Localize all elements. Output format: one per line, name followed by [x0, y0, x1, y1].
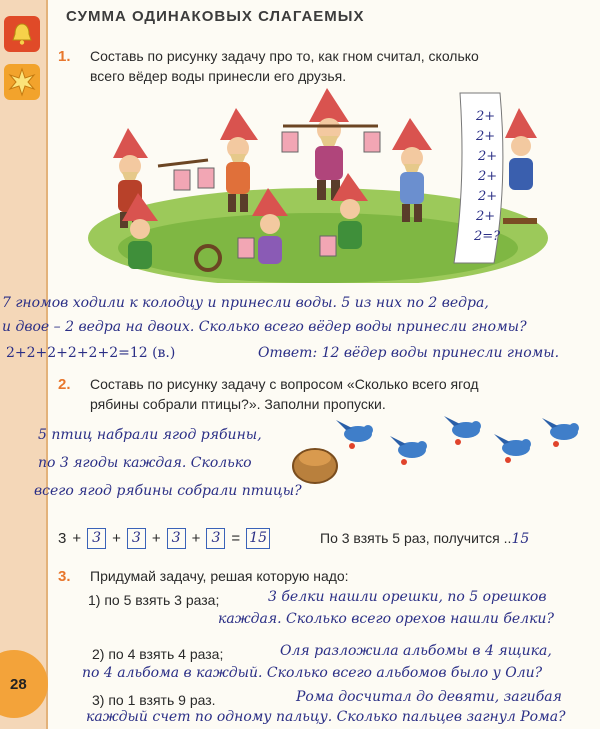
- task3-item3-label: 3) по 1 взять 9 раз.: [92, 692, 216, 708]
- scroll-digit: 2+: [478, 149, 498, 164]
- bell-icon: [4, 16, 40, 52]
- task3-item1-label: 1) по 5 взять 3 раза;: [88, 592, 220, 608]
- page-number: 28: [10, 676, 27, 693]
- gnomes-illustration: [88, 88, 548, 283]
- result-dots: ..: [503, 530, 512, 546]
- task3-item2-hand2: по 4 альбома в каждый. Сколько всего альбомов было у Оли?: [82, 665, 543, 681]
- task1-number: 1.: [58, 48, 71, 65]
- task1-answer-line2: и двое – 2 ведра на двоих. Сколько всего вёдер воды принесли гномы?: [2, 319, 527, 335]
- plus-sign: +: [112, 530, 121, 547]
- task3-item2-label: 2) по 4 взять 4 раза;: [92, 646, 224, 662]
- answer-box[interactable]: 3: [167, 528, 186, 549]
- bird-icon: [494, 434, 531, 463]
- task3-intro: Придумай задачу, решая которую надо:: [90, 568, 349, 584]
- answer-box[interactable]: 3: [127, 528, 146, 549]
- bird-icon: [390, 436, 427, 465]
- plus-sign: +: [72, 530, 82, 547]
- answer-box[interactable]: 3: [87, 528, 106, 549]
- sum-answer-box[interactable]: 15: [246, 528, 270, 549]
- task3-item3-hand1: Рома досчитал до девяти, загибая: [296, 689, 562, 705]
- scroll-digit: 2+: [478, 189, 498, 204]
- scroll-digit: 2+: [476, 209, 496, 224]
- task1-text-line2: всего вёдер воды принесли его друзья.: [90, 68, 347, 84]
- birds-illustration: [330, 412, 590, 472]
- task3-number: 3.: [58, 568, 71, 585]
- task2-text-line2: рябины собрали птицы?». Заполни пропуски.: [90, 396, 386, 412]
- task1-answer-equation: 2+2+2+2+2+2=12 (в.): [6, 345, 176, 361]
- scroll-digit: 2+: [476, 129, 496, 144]
- task1-answer-line1: 7 гномов ходили к колодцу и принесли воды. 5 из них по 2 ведра,: [2, 295, 489, 311]
- answer-box[interactable]: 3: [206, 528, 225, 549]
- task2-result-line: [320, 530, 529, 547]
- result-text: По 3 взять 5 раз, получится: [320, 530, 500, 546]
- task3-item2-hand1: Оля разложила альбомы в 4 ящика,: [280, 643, 552, 659]
- task3-item1-hand1: 3 белки нашли орешки, по 5 орешков: [268, 589, 547, 605]
- task2-hand-line2: по 3 ягоды каждая. Сколько: [38, 455, 252, 471]
- task2-hand-line1: 5 птиц набрали ягод рябины,: [38, 427, 262, 443]
- bird-icon: [336, 420, 373, 449]
- scroll-digit: 2+: [478, 169, 498, 184]
- task2-number: 2.: [58, 376, 71, 393]
- star-icon: [4, 64, 40, 100]
- task1-answer-reply: Ответ: 12 вёдер воды принесли гномы.: [258, 345, 560, 361]
- task2-hand-line3: всего ягод рябины собрали птицы?: [34, 483, 302, 499]
- bird-icon: [444, 416, 481, 445]
- task3-item1-hand2: каждая. Сколько всего орехов нашли белки?: [218, 611, 554, 627]
- task1-text-line1: Составь по рисунку задачу про то, как гном считал, сколько: [90, 48, 479, 64]
- equation-first-term: 3: [58, 530, 67, 547]
- plus-sign: +: [151, 530, 161, 547]
- task3-item3-hand2: каждый счет по одному пальцу. Сколько пальцев загнул Рома?: [86, 709, 566, 725]
- bird-icon: [542, 418, 579, 447]
- gnome-figure: [503, 108, 537, 224]
- scroll-digit: 2=?: [474, 229, 501, 244]
- margin-strip: [0, 0, 46, 729]
- margin-line: [46, 0, 48, 729]
- plus-sign: +: [191, 530, 201, 547]
- task2-equation: [58, 528, 270, 549]
- page-title: СУММА ОДИНАКОВЫХ СЛАГАЕМЫХ: [66, 8, 365, 25]
- task2-text-line1: Составь по рисунку задачу с вопросом «Сколько всего ягод: [90, 376, 479, 392]
- equals-sign: =: [231, 530, 241, 547]
- result-value: 15: [511, 531, 530, 547]
- scroll-digit: 2+: [476, 109, 496, 124]
